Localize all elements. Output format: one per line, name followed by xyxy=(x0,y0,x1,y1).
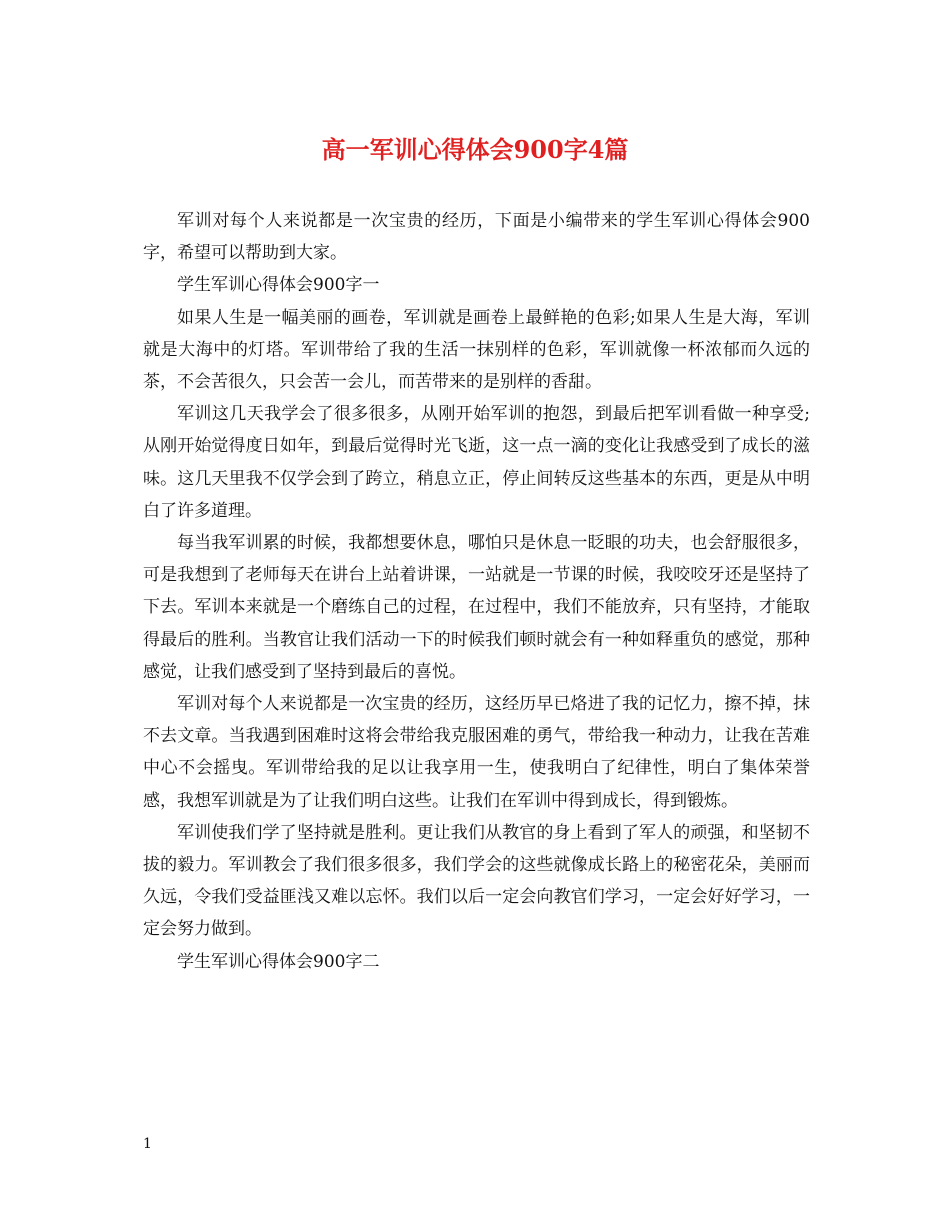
document-title: 高一军训心得体会900字4篇 xyxy=(321,135,629,164)
section-heading-two: 学生军训心得体会900字二 xyxy=(177,951,380,972)
section-heading-one: 学生军训心得体会900字一 xyxy=(177,275,380,296)
body-paragraph: 军训对每个人来说都是一次宝贵的经历，这经历早已烙进了我的记忆力，擦不掉，抹不去文章。当我遇到困难时这将会带给我克服困难的勇气，带给我一种动力，让我在苦难中心不会摇曳。军训带给我的足以让我享用一生，使我明白了纪律性，明白了集体荣誉感，我想军训就是为了让我们明白这些。让我们在军训中得到成长，得到锻炼。 xyxy=(143,694,810,811)
body-paragraph: 如果人生是一幅美丽的画卷，军训就是画卷上最鲜艳的色彩;如果人生是大海，军训就是大海中的灯塔。军训带给了我的生活一抹别样的色彩，军训就像一杯浓郁而久远的茶，不会苦很久，只会苦一会儿，而苦带来的是别样的香甜。 xyxy=(143,307,810,393)
page-number: 1 xyxy=(143,1136,152,1152)
body-paragraph: 每当我军训累的时候，我都想要休息，哪怕只是休息一眨眼的功夫，也会舒服很多，可是我想到了老师每天在讲台上站着讲课，一站就是一节课的时候，我咬咬牙还是坚持了下去。军训本来就是一个磨练自己的过程，在过程中，我们不能放弃，只有坚持，才能取得最后的胜利。当教官让我们活动一下的时候我们顿时就会有一种如释重负的感觉，那种感觉，让我们感受到了坚持到最后的喜悦。 xyxy=(143,533,810,682)
body-paragraph: 军训这几天我学会了很多很多，从刚开始军训的抱怨，到最后把军训看做一种享受;从刚开始觉得度日如年，到最后觉得时光飞逝，这一点一滴的变化让我感受到了成长的滋味。这几天里我不仅学会到了跨立，稍息立正，停止间转反这些基本的东西，更是从中明白了许多道理。 xyxy=(143,404,810,521)
body-paragraph: 军训使我们学了坚持就是胜利。更让我们从教官的身上看到了军人的顽强，和坚韧不拔的毅力。军训教会了我们很多很多，我们学会的这些就像成长路上的秘密花朵，美丽而久远，令我们受益匪浅又难以忘怀。我们以后一定会向教官们学习，一定会好好学习，一定会努力做到。 xyxy=(143,822,810,940)
document-body xyxy=(143,205,810,978)
intro-paragraph: 军训对每个人来说都是一次宝贵的经历，下面是小编带来的学生军训心得体会900字，希望可以帮助到大家。 xyxy=(143,211,810,264)
